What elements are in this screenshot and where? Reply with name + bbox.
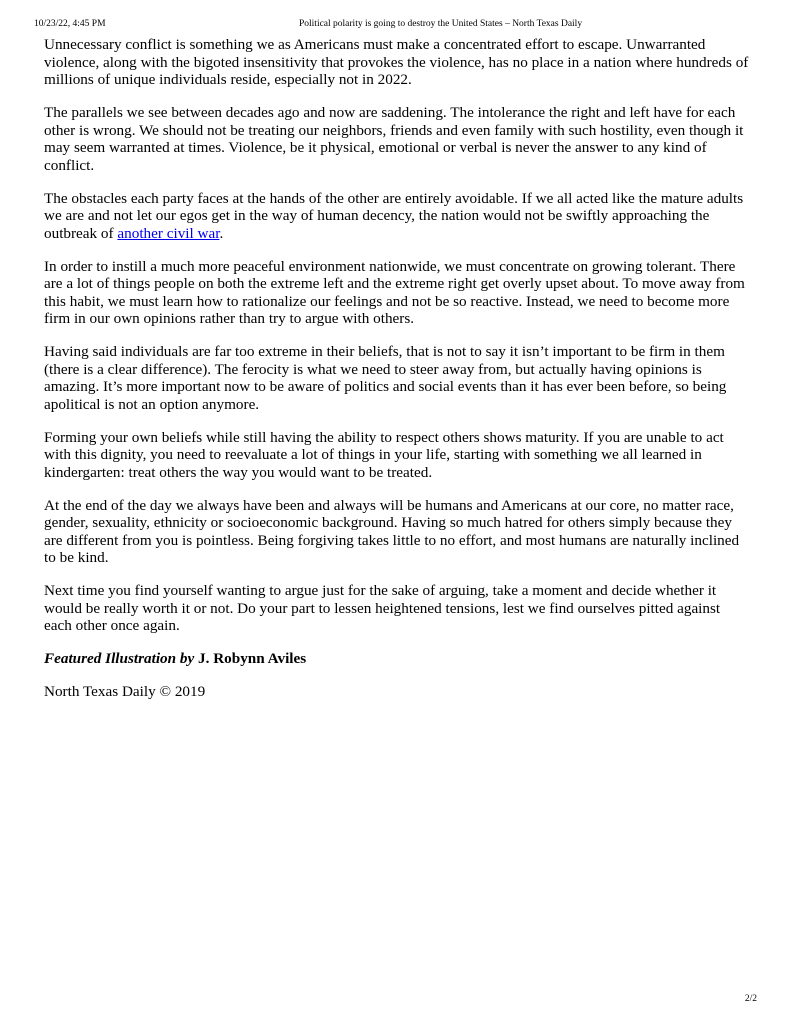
paragraph-text: . bbox=[219, 224, 224, 242]
page-number: 2/2 bbox=[744, 994, 757, 1004]
credit-label: Featured Illustration by bbox=[44, 650, 195, 667]
article-paragraph: At the end of the day we always have been and always will be humans and Americans at our core, no matter race, gender, sexuality, ethnicity or socioeconomic background. Having so much hatred for others simply because they are different from you is pointless. Being forgiving takes little to no effort, and most humans are naturally inclined to be kind. bbox=[44, 496, 740, 566]
article-body bbox=[44, 36, 749, 716]
civil-war-link[interactable]: another civil war bbox=[117, 224, 220, 242]
illustration-credit bbox=[44, 650, 749, 668]
print-datetime: 10/23/22, 4:45 PM bbox=[34, 19, 106, 29]
copyright-notice: North Texas Daily © 2019 bbox=[44, 683, 206, 700]
article-paragraph: In order to instill a much more peaceful environment nationwide, we must concentrate on growing tolerant. There are a lot of things people on both the extreme left and the extreme right get overly upset about. To move away from this habit, we must learn how to rationalize our feelings and not be so reactive. Instead, we need to become more firm in our own opinions rather than try to argue with others. bbox=[44, 257, 745, 327]
print-document-title: Political polarity is going to destroy the United States – North Texas Daily bbox=[299, 19, 583, 29]
article-paragraph: The parallels we see between decades ago and now are saddening. The intolerance the right and left have for each other is wrong. We should not be treating our neighbors, friends and even family with such hostility, even though it may seem warranted at times. Violence, be it physical, emotional or verbal is never the answer to any kind of conflict. bbox=[44, 104, 744, 174]
article-paragraph: Forming your own beliefs while still having the ability to respect others shows maturity. If you are unable to act with this dignity, you need to reevaluate a lot of things in your life, starting with something we all learned in kindergarten: treat others the way you would want to be treated. bbox=[44, 428, 724, 481]
print-header bbox=[34, 18, 757, 32]
credit-name: J. Robynn Aviles bbox=[198, 650, 307, 667]
article-paragraph bbox=[44, 190, 749, 243]
article-paragraph: Having said individuals are far too extreme in their beliefs, that is not to say it isn’t important to be firm in them (there is a clear difference). The ferocity is what we need to steer away from, but actually having opinions is amazing. It’s more important now to be aware of politics and social events than it has ever been before, so being apolitical is not an option anymore. bbox=[44, 343, 727, 413]
paragraph-text: The obstacles each party faces at the hands of the other are entirely avoidable. If we all acted like the mature adults we are and not let our egos get in the way of human decency, the nation would not be swiftly approaching the outbreak of bbox=[44, 189, 744, 242]
article-paragraph: Next time you find yourself wanting to argue just for the sake of arguing, take a moment and decide whether it would be really worth it or not. Do your part to lessen heightened tensions, lest we find ourselves pitted against each other once again. bbox=[44, 582, 721, 634]
article-paragraph: Unnecessary conflict is something we as Americans must make a concentrated effort to escape. Unwarranted violence, along with the bigoted insensitivity that provokes the violence, has no place in a nation where hundreds of millions of unique individuals reside, especially not in 2022. bbox=[44, 36, 749, 88]
